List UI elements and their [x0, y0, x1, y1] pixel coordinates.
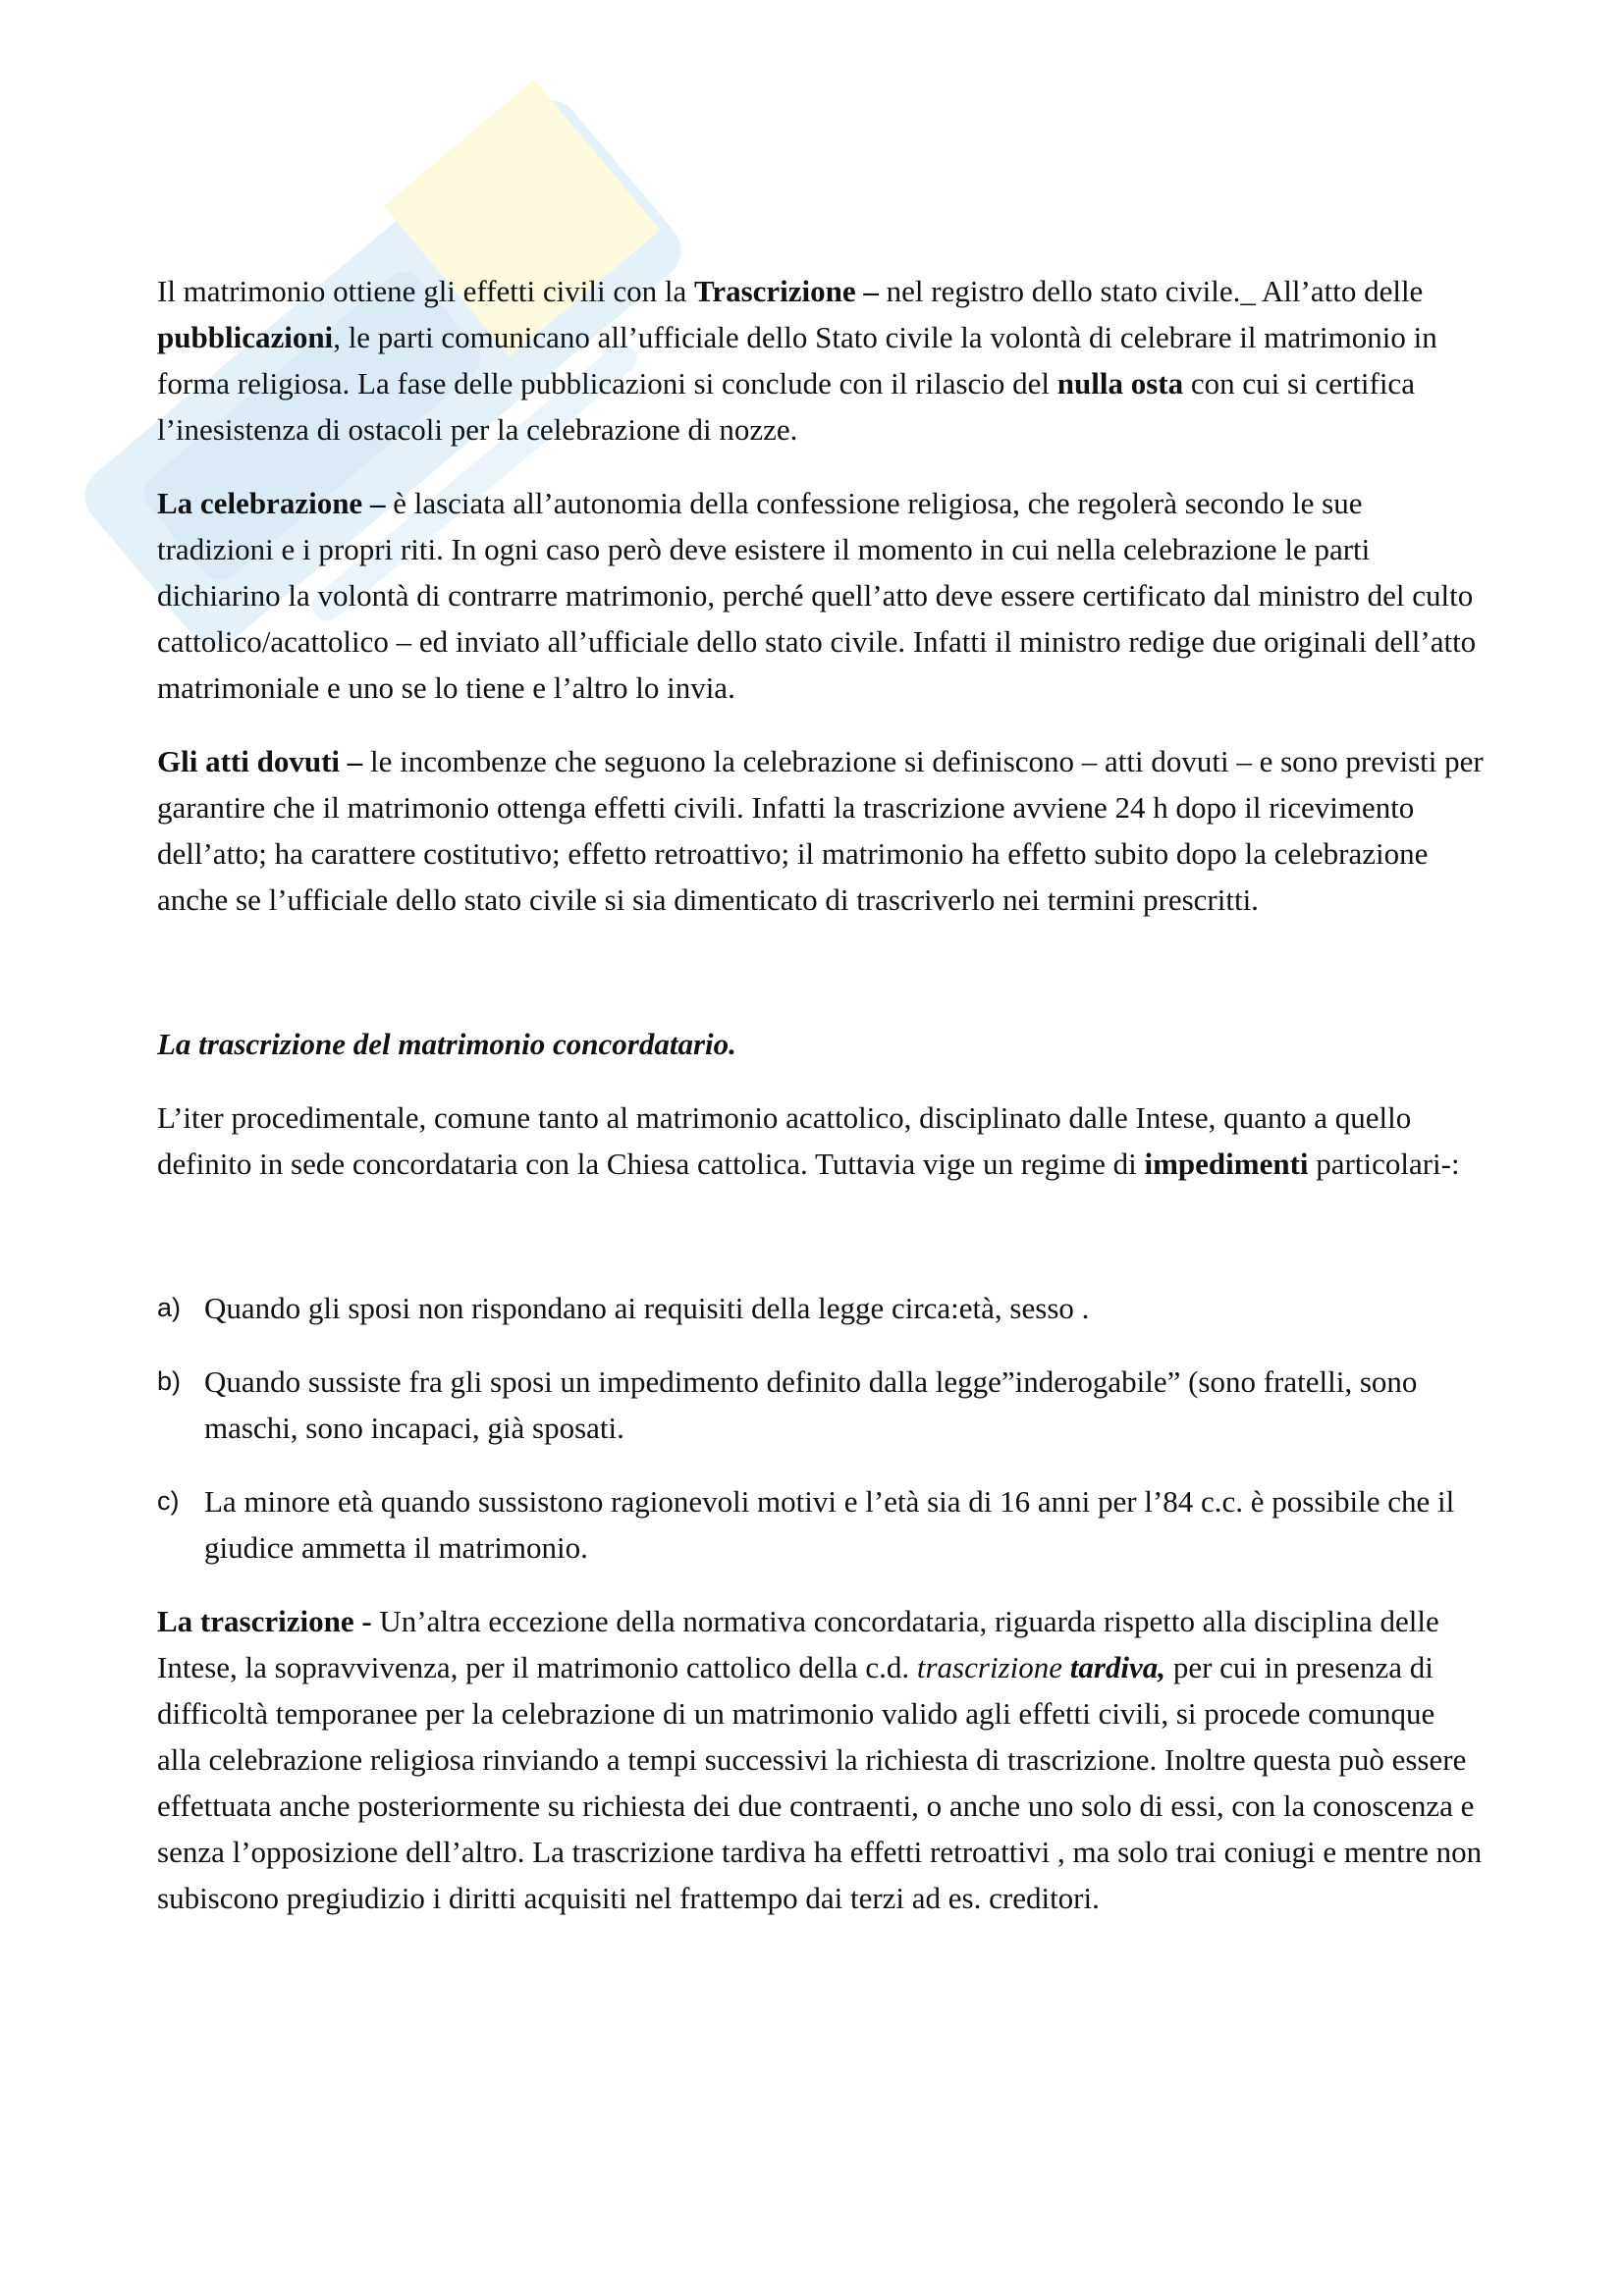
paragraph-atti-dovuti: [157, 738, 1485, 923]
text: per cui in presenza di difficoltà temporanee per la celebrazione di un matrimonio valido agli effetti civili, si procede comunque alla celebrazione religiosa rinviando a tempi successivi la richiesta di trascrizione. Inoltre questa può essere effettuata anche posteriormente su richiesta dei due contraenti, o anche uno solo di essi, con la conoscenza e senza l’opposizione dell’altro. La trascrizione tardiva ha effetti retroattivi , ma solo trai coniugi e mentre non subiscono pregiudizio i diritti acquisiti nel frattempo dai terzi ad es. creditori.: [157, 1650, 1483, 1915]
bold-italic-term: tardiva,: [1069, 1650, 1166, 1684]
paragraph-celebrazione: [157, 480, 1485, 711]
paragraph-trascrizione-tardiva: [157, 1598, 1485, 1921]
bold-term: impedimenti: [1144, 1147, 1309, 1181]
text: con cui si certifica l’inesistenza di ostacoli per la celebrazione di nozze.: [157, 366, 1415, 447]
list-item: [157, 1285, 1485, 1331]
bold-term: La celebrazione –: [157, 486, 386, 520]
text: le incombenze che seguono la celebrazione si definiscono – atti dovuti – e sono previsti per garantire che il matrimonio ottenga effetti civili. Infatti la trascrizione avviene 24 h dopo il ricevimento dell’atto; ha carattere costitutivo; effetto retroattivo; il matrimonio ha effetto subito dopo la celebrazione anche se l’ufficiale dello stato civile si sia dimenticato di trascriverlo nei termini prescritti.: [157, 744, 1484, 917]
list-marker: a): [157, 1293, 182, 1322]
list-item: [157, 1478, 1485, 1571]
text: , le parti comunicano all’ufficiale dello Stato civile la volontà di celebrare il matrimonio in forma religiosa. La fase delle pubblicazioni si conclude con il rilascio del: [157, 320, 1437, 400]
bold-term: pubblicazioni: [157, 320, 334, 354]
text: è lasciata all’autonomia della confessione religiosa, che regolerà secondo le sue tradizioni e i propri riti. In ogni caso però deve esistere il momento in cui nella celebrazione le parti dichiarino la volontà di contrarre matrimonio, perché quell’atto deve essere certificato dal ministro del culto cattolico/acattolico – ed inviato all’ufficiale dello stato civile. Infatti il ministro redige due originali dell’atto matrimoniale e uno se lo tiene e l’altro lo invia.: [157, 486, 1477, 705]
list-item-text: Quando sussiste fra gli sposi un impedimento definito dalla legge”inderogabile” (sono fratelli, sono maschi, sono incapaci, già sposati.: [204, 1364, 1418, 1445]
bold-term: Gli atti dovuti –: [157, 744, 363, 778]
section-heading: La trascrizione del matrimonio concordatario.: [157, 1027, 736, 1061]
list-item: [157, 1359, 1485, 1451]
list-item-text: La minore età quando sussistono ragionevoli motivi e l’età sia di 16 anni per l’84 c.c. è possibile che il giudice ammetta il matrimonio.: [204, 1484, 1455, 1565]
bold-term: nulla osta: [1056, 366, 1184, 400]
text: Un’altra eccezione della normativa concordataria, riguarda rispetto alla disciplina delle Intese, la sopravvivenza, per il matrimonio cattolico della c.d.: [157, 1604, 1439, 1684]
list-marker: b): [157, 1366, 182, 1396]
italic-term: trascrizione: [916, 1650, 1070, 1684]
paragraph-trascrizione-intro: [157, 268, 1485, 453]
text: Il matrimonio ottiene gli effetti civili con la: [157, 274, 694, 308]
text: nel registro dello stato civile._ All’atto delle: [878, 274, 1424, 308]
list-item-text: Quando gli sposi non rispondano ai requisiti della legge circa:età, sesso .: [204, 1291, 1090, 1325]
text: particolari-:: [1308, 1147, 1460, 1181]
paragraph-iter-procedimentale: [157, 1095, 1485, 1187]
bold-term: La trascrizione -: [157, 1604, 372, 1638]
bold-term: Trascrizione –: [693, 274, 879, 308]
list-marker: c): [157, 1486, 180, 1516]
text: L’iter procedimentale, comune tanto al matrimonio acattolico, disciplinato dalle Intese, quanto a quello definito in sede concordataria con la Chiesa cattolica. Tuttavia vige un regime di: [157, 1100, 1412, 1181]
